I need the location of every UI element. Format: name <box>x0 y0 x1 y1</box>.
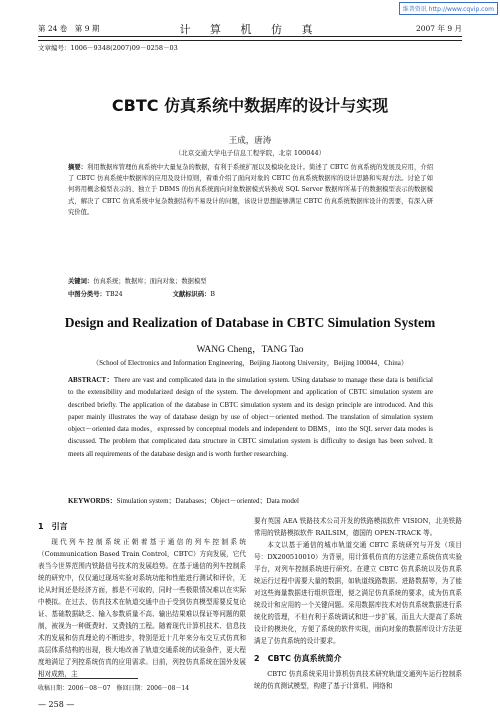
authors-chinese: 王成，唐涛 <box>228 136 272 146</box>
abstract-english <box>68 374 433 460</box>
classification-line <box>68 289 263 298</box>
header-rule <box>38 36 462 41</box>
abstract-chinese-label: 摘要： <box>68 164 88 171</box>
affiliation-chinese: （北京交通大学电子信息工程学院，北京 100044） <box>174 149 326 157</box>
page-number: — 258 — <box>38 700 75 709</box>
issue-date: 2007 年 9 月 <box>415 24 462 33</box>
abstract-chinese-text: 利用数据库管理仿真系统中大量复杂的数据，有利于系统扩展以及模块化设计。简述了 CBTC 仿真系统的发展及应用，介绍了 CBTC 仿真系统中数据库的应用及设计原则，着重介绍了面向对象的 CBTC 仿真系统数据库的设计思路和实现方法。讨论了如何将用概念模型表示的、独立于 DBMS 的仿真系统面向对象数据模式转换成 SQL Server 数据库所基于的数据模型表示的数据模式，解决了 CBTC 仿真系统中复杂数据结构不易设计的问题，该设计思想能够满足 CBTC 仿真系统数据库设计的需要，有深入研究价值。 <box>68 164 434 216</box>
journal-name: 计 算 机 仿 真 <box>179 23 321 36</box>
body-column-left <box>38 515 246 680</box>
running-header <box>38 23 462 35</box>
keywords-english-label: KEYWORDS： <box>68 497 117 505</box>
body-paragraph: 本文以基于通信的城市轨道交通 CBTC 系统研究与开发（项目号：DX200510010）为背景，用计算机仿真的方法建立系统仿真实验平台，对列车控制系统进行研究。在建立 CBTC 仿真系统以及仿真系统运行过程中需要大量的数据，如轨道线路数据、进路数据等，为了能对这些海量数据进行组织管理，便之满足仿真系统的要求，成为仿真系统设计和应用的一个关键问题。采用数据库技术对仿真系统数据进行系统化的管理，不但有利于系统调试和进一步扩展，而且大大提高了系统设计的模块化，方便了系统的软件实现，面向对象的数据库设计方法更满足了仿真系统的设计要求。 <box>254 541 462 645</box>
keywords-chinese-text: 仿真系统；数据库；面向对象；数据模型 <box>93 278 207 285</box>
clc-label: 中图分类号： <box>68 291 106 298</box>
abstract-english-label: ABSTRACT： <box>68 376 114 384</box>
doc-code-value: B <box>210 291 216 298</box>
abstract-english-text: There are vast and complicated data in the simulation system. USing database to manage these data is benificial to the extensibility and modularized design of the system. The development and application of CBTC simulation system are described briefly. The application of the database in CBTC simulation system and its design principle are introduced. And this paper mainly illustrates the way of database design by use of object－oriented method. The translation of simulation system object－oriented data modes，expressed by conceptual models and independent to DBMS，into the SQL server data modes is discussed. The problem that complicated data structure in CBTC simulation system is difficulty to design has been solved. It meets all requirements of the database design and is worth further researching. <box>68 376 434 458</box>
title-english: Design and Realization of Database in CBTC Simulation System <box>64 315 436 330</box>
body-paragraph: CBTC 仿真系统采用计算机仿真技术研究轨道交通列车运行控制系统的仿真测试模型，构建了基于计算机、网络和 <box>254 670 462 690</box>
keywords-chinese <box>68 276 207 285</box>
section-heading-introduction: 1 引言 <box>38 522 68 531</box>
affiliation-english: （School of Electronics and Information Engineering，Beijing Jiaotong University，Beijing 100044，China） <box>92 359 408 367</box>
title-chinese: CBTC 仿真系统中数据库的设计与实现 <box>111 96 389 115</box>
footnote-dates: 收稿日期：2006－08－07 修回日期：2006－08－14 <box>38 685 190 692</box>
issue-info: 第 24 卷 第 9 期 <box>38 24 100 33</box>
clc-value: TB24 <box>105 291 123 298</box>
keywords-english-text: Simulation system；Databases；Object－oriented；Data model <box>116 497 299 505</box>
watermark: 维普资讯 http://www.cqvip.com <box>399 2 498 15</box>
doc-code-label: 文献标识码： <box>172 291 211 298</box>
keywords-english <box>68 496 433 506</box>
article-number: 文章编号：1006－9348(2007)09－0258－03 <box>38 44 178 52</box>
body-paragraph: 要有英国 AEA 铁路技术公司开发的铁路模拟软件 VISION，北美铁路常用的铁路模拟软件 RAILSIM，德国的 OPEN-TRACK 等。 <box>254 517 462 537</box>
body-column-right <box>254 515 462 692</box>
keywords-chinese-label: 关键词： <box>68 278 94 285</box>
section-heading-cbtc-overview: 2 CBTC 仿真系统简介 <box>254 654 342 663</box>
abstract-chinese <box>68 162 433 218</box>
body-paragraph: 现代列车控制系统正朝着基于通信的列车控制系统（Communication Based Train Control，CBTC）方向发展，它代表当今世界范围内铁路信号技术的发展趋势。在基于通信的列车控制系统的研究中，仅仅通过现场实验对系统功能和性能进行测试和评价，无论从时间还是经济方面，都是不可取的，同时一些极限情况难以在实际中模拟。在过去，仿真技术在轨道交通中由于受到仿真模型需要反复论证、基础数据缺乏、输入参数质量不高、输出结果难以保证等问题的限制，被视为一种既费时、又费钱的工程。随着现代计算机技术、信息技术的发展和仿真理论的不断进步，特别是近十几年来分布交互式仿真和高层体系结构的出现，极大地改善了轨道交通系统的试验条件，更大程度地满足了列控系统仿真的应用需求。目前，列控仿真系统在国外发展相对成熟，主 <box>38 538 246 678</box>
authors-english: WANG Cheng，TANG Tao <box>196 345 304 355</box>
footnote-rule <box>38 678 138 679</box>
